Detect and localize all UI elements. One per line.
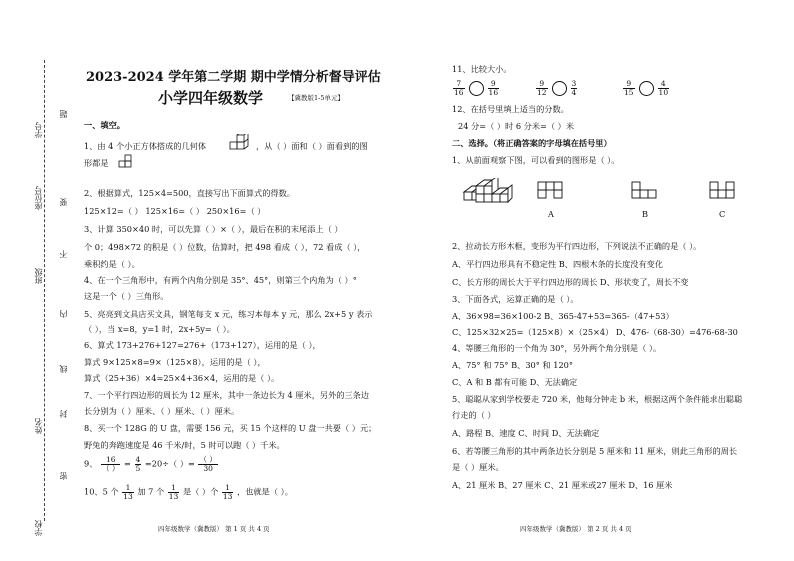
- c4-options-cd: C、A 和 B 都有可能 D、无法确定: [452, 377, 578, 387]
- compare-circle-2[interactable]: [552, 81, 567, 96]
- c5-text-b: 行走的（ ）: [452, 410, 496, 420]
- q11-compare-1: $\frac{7}{16}$ $\frac{9}{16}$: [454, 79, 499, 97]
- section-fill-blank: 一、填空。: [84, 120, 125, 130]
- q8-text-b: 野兔的奔跑速度是 46 千米/时，5 时可以跑（ ）千米。: [84, 440, 285, 450]
- q4-text-a: 4、在一个三角形中，有两个内角分别是 35°、45°，则第三个内角为（ ）°: [84, 275, 357, 285]
- q10-fraction-1: $\frac{1}{13}$: [123, 483, 133, 501]
- q9-fraction-3: $\frac{( )}{30}$: [199, 455, 217, 473]
- binding-line: [44, 60, 45, 521]
- c6-options: A、21 厘米 B、27 厘米 C、21 厘米或27 厘米 D、16 厘米: [452, 480, 673, 490]
- cut-mark: 封: [59, 410, 68, 418]
- c2-text: 2、拉动长方形木框，变形为平行四边形，下列说法不正确的是（ ）。: [452, 241, 702, 251]
- q6-text-a: 6、算式 173+276+127=276+（173+127），运用的是（ ），: [84, 340, 321, 350]
- q6-text-b: 算式 9×125×8=9×（125×8），运用的是（ ），: [84, 357, 266, 367]
- compare-circle-3[interactable]: [639, 81, 654, 96]
- q3-text-b: 个 0；498×72 的积是（ ）位数，估算时，把 498 看成（ ），72 看成（ ），: [84, 242, 366, 252]
- q5-text-b: （ ），当 x=8，y=1 时，2x+5y=（ ）。: [84, 324, 235, 334]
- c2-options-ab: A、平行四边形具有不稳定性 B、四根木条的长度没有变化: [452, 259, 664, 269]
- cube-stack-figure-icon: [462, 178, 518, 212]
- c3-text: 3、下面各式，运算正确的是（ ）。: [452, 294, 579, 304]
- c3-options-ab: A、36×98=36×100-2 B、365-47+53=365-（47+53）: [452, 311, 674, 321]
- page-footer-2: 四年级数学（冀教版） 第 2 页 共 4 页: [520, 525, 632, 533]
- q10-part-d: ，也就是（ ）。: [237, 486, 293, 497]
- c5-text-a: 5、聪聪从家到学校要走 720 米，他每分钟走 b 米，根据这两个条件能求出聪聪: [452, 394, 743, 404]
- c3-options-cd: C、125×32×25=（125×8）×（25×4） D、476-（68-30）=476-68-30: [452, 327, 738, 337]
- q9-equals: =: [124, 458, 131, 469]
- sidebar-label-seat: 座位号: [34, 186, 43, 210]
- c5-options: A、路程 B、速度 C、时间 D、无法确定: [452, 428, 600, 438]
- cut-mark: 题: [59, 110, 68, 118]
- q10-fraction-3: $\frac{1}{13}$: [222, 483, 233, 501]
- cut-mark: 线: [59, 365, 68, 373]
- option-b-shape-icon: [630, 180, 660, 206]
- option-c-shape-icon: [708, 180, 738, 206]
- q12-blanks: 24 分=（ ）时 6 分米=（ ）米: [458, 121, 575, 131]
- q10-part-c: 是（ ）个: [182, 486, 219, 497]
- c4-text: 4、等腰三角形的一个角为 30°，另外两个角分别是（ ）。: [452, 343, 662, 353]
- sidebar-label-school: 学校: [34, 520, 43, 536]
- c1-text: 1、从前面观察下图，可以看到的图形是（ ）。: [452, 155, 620, 165]
- q11-text: 11、比较大小。: [452, 64, 512, 74]
- q9-line: [84, 456, 219, 473]
- sidebar-label-name: 姓名: [34, 418, 43, 434]
- edition-tag: 【冀教版1-5单元】: [288, 94, 344, 102]
- q2-text-a: 2、根据算式，125×4=500，直接写出下面算式的得数。: [84, 188, 295, 198]
- option-b-label: B: [642, 209, 649, 219]
- shape-icon: [118, 154, 136, 168]
- compare-circle-1[interactable]: [469, 81, 484, 96]
- option-a-label: A: [548, 209, 554, 219]
- q7-text-a: 7、一个平行四边形的周长为 12 厘米，其中一条边长为 4 厘米，另外的三条边: [84, 390, 370, 400]
- q10-fraction-2: $\frac{1}{13}$: [168, 483, 179, 501]
- cut-mark: 要: [59, 198, 68, 206]
- q6-text-c: 算式（25+36）×4=25×4+36×4，运用的是（ ）。: [84, 373, 280, 383]
- sidebar-label-class: 班级: [34, 268, 43, 284]
- q11-compare-2: $\frac{9}{12}$ $\frac{3}{4}$: [537, 79, 577, 97]
- q7-text-b: 长分别为（ ）厘米、（ ）厘米、（ ）厘米。: [84, 406, 240, 416]
- q5-text-a: 5、亮亮到文具店买文具，钢笔每支 x 元，练习本每本 y 元，那么 2x+5 y 表示: [84, 309, 373, 319]
- q3-text-c: 乘积约是（ ）。: [84, 259, 140, 269]
- q10-part-b: 加 7 个: [137, 486, 165, 497]
- c2-options-cd: C、长方形的周长大于平行四边形的周长 D、形状变了，周长不变: [452, 277, 689, 287]
- section-choice: 二、选择。（将正确答案的字母填在括号里）: [452, 138, 612, 148]
- q2-text-b: 125×12=（ ） 125×16=（ ） 250×16=（ ）: [84, 206, 266, 216]
- cut-mark: 密: [59, 472, 68, 480]
- q1-text-c: 形都是: [84, 158, 109, 168]
- q3-text-a: 3、计算 350×40 时，可以先算（ ）×（ ），最后在积的末尾添上（ ）: [84, 224, 343, 234]
- cut-mark: 内: [59, 310, 68, 318]
- cut-mark: 不: [59, 250, 68, 258]
- page-footer-1: 四年级数学（冀教版） 第 1 页 共 4 页: [158, 525, 270, 533]
- q10-part-a: 10、5 个: [84, 486, 119, 497]
- q1-text-b: ，从（ ）面和（ ）面看到的图: [256, 141, 368, 151]
- q12-text: 12、在括号里填上适当的分数。: [452, 104, 569, 114]
- option-c-label: C: [719, 209, 726, 219]
- q4-text-b: 这是一个（ ）三角形。: [84, 291, 169, 301]
- option-a-shape-icon: [536, 180, 566, 204]
- q8-text-a: 8、买一个 128G 的 U 盘，需要 156 元，买 15 个这样的 U 盘一共要（ ）元；: [84, 423, 377, 433]
- cube-figure-icon: [228, 134, 252, 154]
- sidebar-label-student-id: 学号: [34, 122, 43, 138]
- exam-title: 2023-2024 学年第二学期 期中学情分析督导评估: [86, 70, 381, 85]
- exam-subtitle: 小学四年级数学: [158, 89, 264, 107]
- q9-fraction-1: $\frac{16}{( )}$: [102, 455, 120, 473]
- q1-text-a: 1、由 4 个小正方体搭成的几何体: [84, 141, 207, 151]
- q9-fraction-2: $\frac{4}{5}$: [135, 455, 141, 473]
- q9-middle: =20÷（ ）=: [144, 458, 195, 469]
- q11-compare-3: $\frac{9}{15}$ $\frac{4}{10}$: [624, 79, 669, 97]
- c6-text-b: 是（ ）厘米。: [452, 462, 504, 472]
- c4-options-ab: A、75° 和 75° B、30° 和 120°: [452, 360, 573, 370]
- q9-number: 9、: [84, 458, 98, 469]
- q10-line: [84, 484, 293, 501]
- c6-text-a: 6、若等腰三角形的其中两条边长分别是 5 厘米和 11 厘米，则此三角形的周长: [452, 446, 738, 456]
